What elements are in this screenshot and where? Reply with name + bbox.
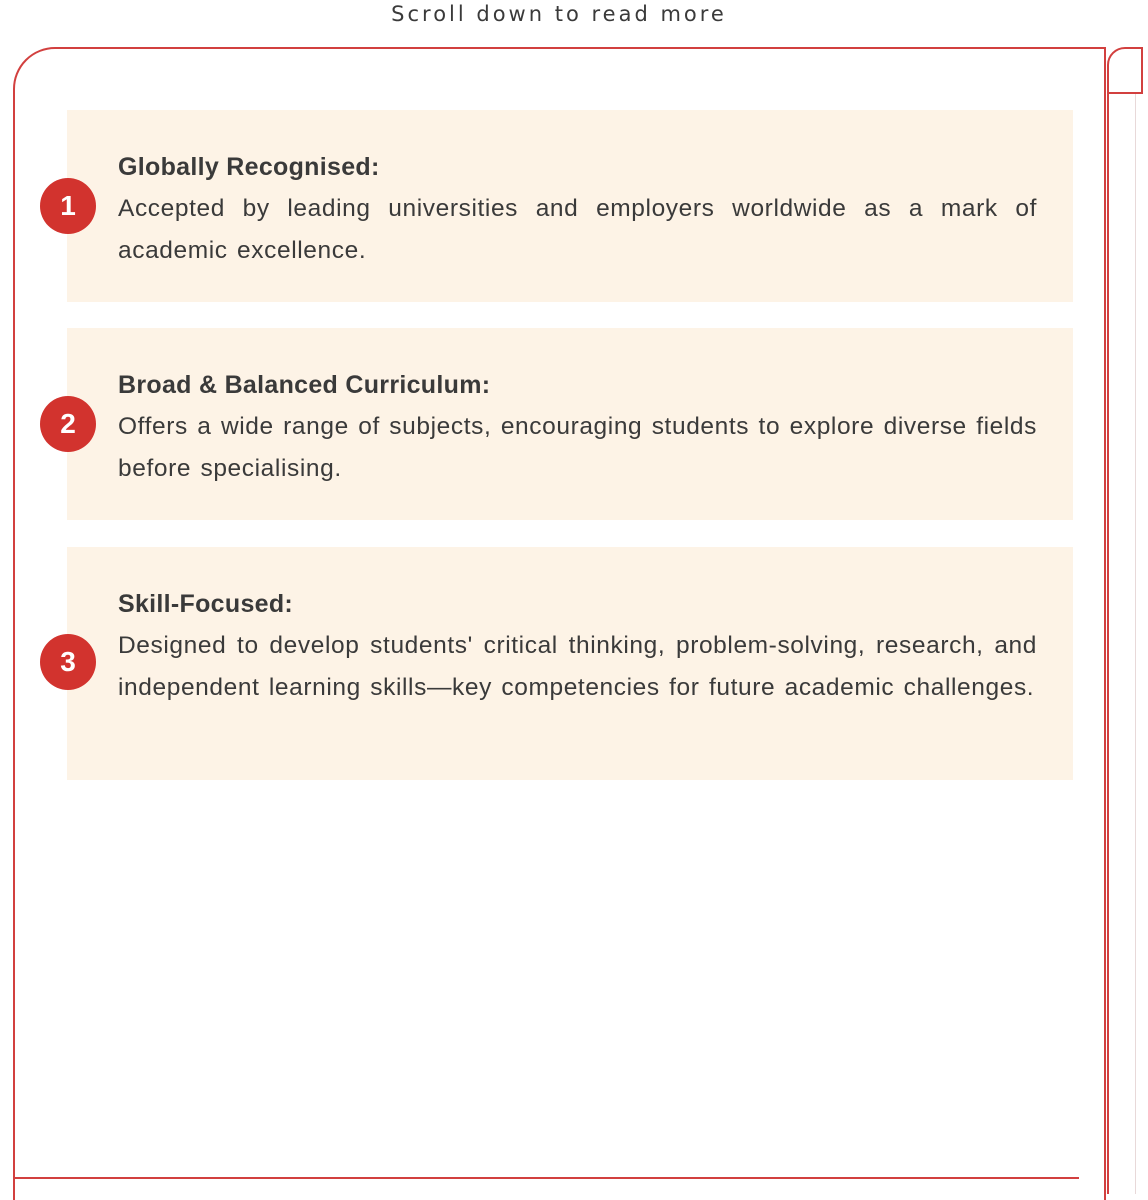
feature-title: Skill-Focused: [118, 590, 294, 618]
tab-corner [1107, 47, 1143, 94]
frame-bottom-edge [13, 1177, 1079, 1179]
feature-item-broad-balanced-curriculum [67, 328, 1073, 520]
feature-title: Globally Recognised: [118, 153, 380, 181]
feature-item-globally-recognised [67, 110, 1073, 302]
feature-description: Offers a wide range of subjects, encouraging students to explore diverse fields before specialising. [118, 413, 1037, 482]
feature-description: Accepted by leading universities and employers worldwide as a mark of academic excellence. [118, 195, 1037, 264]
scroll-hint: Scroll down to read more [391, 2, 727, 26]
feature-item-skill-focused [67, 547, 1073, 780]
frame-right-edge [1107, 94, 1109, 1194]
feature-title: Broad & Balanced Curriculum: [118, 371, 491, 399]
number-badge-3: 3 [40, 634, 96, 690]
number-badge-1: 1 [40, 178, 96, 234]
frame-right-shadow [1135, 94, 1136, 1194]
number-badge-2: 2 [40, 396, 96, 452]
feature-description: Designed to develop students' critical thinking, problem-solving, research, and independent learning skills—key competencies for future academic challenges. [118, 632, 1037, 701]
